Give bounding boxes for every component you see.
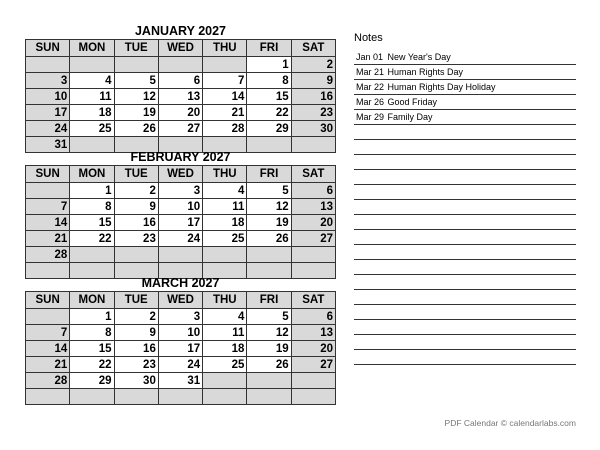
day-cell: 2 xyxy=(114,309,158,325)
empty-day-cell xyxy=(203,57,247,73)
note-line xyxy=(354,185,576,200)
week-row xyxy=(26,105,336,121)
month-title: JANUARY 2027 xyxy=(134,24,226,38)
note-line xyxy=(354,155,576,170)
note-line xyxy=(354,275,576,290)
empty-day-cell xyxy=(158,247,202,263)
day-cell: 15 xyxy=(70,215,114,231)
empty-day-cell xyxy=(70,57,114,73)
empty-day-cell xyxy=(114,247,158,263)
note-line xyxy=(354,200,576,215)
day-cell: 9 xyxy=(114,199,158,215)
day-cell: 4 xyxy=(70,73,114,89)
day-cell: 17 xyxy=(158,341,202,357)
day-cell: 14 xyxy=(26,341,70,357)
empty-day-cell xyxy=(26,57,70,73)
empty-day-cell xyxy=(291,373,335,389)
empty-day-cell xyxy=(203,389,247,405)
day-cell: 1 xyxy=(247,57,291,73)
day-cell: 7 xyxy=(203,73,247,89)
week-row xyxy=(26,325,336,341)
weekday-header: TUE xyxy=(114,40,158,57)
day-cell: 24 xyxy=(158,231,202,247)
day-cell: 26 xyxy=(247,357,291,373)
day-cell: 18 xyxy=(70,105,114,121)
day-cell: 22 xyxy=(247,105,291,121)
day-cell: 16 xyxy=(114,215,158,231)
notes-title: Notes xyxy=(354,32,383,44)
weekday-header: FRI xyxy=(247,40,291,57)
week-row xyxy=(26,389,336,405)
note-text: Human Rights Day Holiday xyxy=(387,82,496,92)
day-cell: 8 xyxy=(70,199,114,215)
weekday-header: SAT xyxy=(291,166,335,183)
day-cell: 21 xyxy=(26,357,70,373)
day-cell: 15 xyxy=(247,89,291,105)
weekday-header: FRI xyxy=(247,166,291,183)
weekday-header: SUN xyxy=(26,40,70,57)
empty-day-cell xyxy=(26,309,70,325)
week-row xyxy=(26,231,336,247)
note-line xyxy=(354,290,576,305)
day-cell: 23 xyxy=(114,357,158,373)
day-cell: 10 xyxy=(158,199,202,215)
note-line xyxy=(354,350,576,365)
day-cell: 28 xyxy=(26,373,70,389)
day-cell: 9 xyxy=(114,325,158,341)
note-date: Mar 29 xyxy=(356,112,385,122)
note-line xyxy=(354,140,576,155)
week-row xyxy=(26,341,336,357)
empty-day-cell xyxy=(158,389,202,405)
day-cell: 12 xyxy=(114,89,158,105)
note-line xyxy=(354,65,576,80)
day-cell: 8 xyxy=(70,325,114,341)
empty-day-cell xyxy=(114,389,158,405)
day-cell: 18 xyxy=(203,215,247,231)
day-cell: 13 xyxy=(158,89,202,105)
weekday-header: SUN xyxy=(26,166,70,183)
weekday-header: MON xyxy=(70,40,114,57)
note-line xyxy=(354,320,576,335)
day-cell: 20 xyxy=(291,215,335,231)
day-cell: 23 xyxy=(291,105,335,121)
day-cell: 11 xyxy=(70,89,114,105)
note-line xyxy=(354,110,576,125)
week-row xyxy=(26,357,336,373)
day-cell: 7 xyxy=(26,199,70,215)
note-line xyxy=(354,50,576,65)
weekday-header: WED xyxy=(158,166,202,183)
day-cell: 25 xyxy=(203,357,247,373)
day-cell: 27 xyxy=(158,121,202,137)
empty-day-cell xyxy=(247,247,291,263)
month-title: FEBRUARY 2027 xyxy=(130,150,231,164)
day-cell: 11 xyxy=(203,325,247,341)
day-cell: 21 xyxy=(26,231,70,247)
day-cell: 10 xyxy=(158,325,202,341)
note-text: Human Rights Day xyxy=(387,67,464,77)
day-cell: 10 xyxy=(26,89,70,105)
note-line xyxy=(354,260,576,275)
empty-day-cell xyxy=(247,389,291,405)
day-cell: 27 xyxy=(291,231,335,247)
note-date: Mar 22 xyxy=(356,82,385,92)
weekday-header: TUE xyxy=(114,166,158,183)
day-cell: 11 xyxy=(203,199,247,215)
note-text: New Year's Day xyxy=(387,52,451,62)
footer-credit: PDF Calendar © calendarlabs.com xyxy=(444,418,576,428)
day-cell: 4 xyxy=(203,183,247,199)
day-cell: 25 xyxy=(70,121,114,137)
day-cell: 14 xyxy=(203,89,247,105)
week-row xyxy=(26,309,336,325)
day-cell: 6 xyxy=(291,183,335,199)
day-cell: 27 xyxy=(291,357,335,373)
weekday-header: SUN xyxy=(26,292,70,309)
week-row xyxy=(26,121,336,137)
note-line xyxy=(354,305,576,320)
day-cell: 5 xyxy=(247,309,291,325)
day-cell: 8 xyxy=(247,73,291,89)
week-row xyxy=(26,73,336,89)
weekday-header: MON xyxy=(70,292,114,309)
note-date: Jan 01 xyxy=(356,52,384,62)
day-cell: 12 xyxy=(247,325,291,341)
calendar-month-february xyxy=(25,150,336,279)
empty-day-cell xyxy=(291,247,335,263)
note-line xyxy=(354,230,576,245)
note-line xyxy=(354,170,576,185)
day-cell: 3 xyxy=(158,309,202,325)
note-line xyxy=(354,245,576,260)
day-cell: 28 xyxy=(26,247,70,263)
day-cell: 13 xyxy=(291,325,335,341)
day-cell: 14 xyxy=(26,215,70,231)
day-cell: 19 xyxy=(114,105,158,121)
empty-day-cell xyxy=(203,373,247,389)
day-cell: 31 xyxy=(26,137,70,153)
weekday-header: WED xyxy=(158,292,202,309)
day-cell: 22 xyxy=(70,357,114,373)
empty-day-cell xyxy=(158,57,202,73)
month-grid xyxy=(25,291,336,405)
day-cell: 20 xyxy=(291,341,335,357)
day-cell: 19 xyxy=(247,341,291,357)
day-cell: 20 xyxy=(158,105,202,121)
weekday-header: MON xyxy=(70,166,114,183)
empty-day-cell xyxy=(114,57,158,73)
note-line xyxy=(354,215,576,230)
day-cell: 16 xyxy=(114,341,158,357)
calendar-month-march xyxy=(25,276,336,405)
day-cell: 1 xyxy=(70,309,114,325)
day-cell: 29 xyxy=(70,373,114,389)
note-line xyxy=(354,125,576,140)
day-cell: 13 xyxy=(291,199,335,215)
day-cell: 5 xyxy=(114,73,158,89)
day-cell: 30 xyxy=(291,121,335,137)
calendar-month-january xyxy=(25,24,336,153)
empty-day-cell xyxy=(70,389,114,405)
week-row xyxy=(26,247,336,263)
week-row xyxy=(26,199,336,215)
day-cell: 22 xyxy=(70,231,114,247)
weekday-header: TUE xyxy=(114,292,158,309)
weekday-header: SAT xyxy=(291,40,335,57)
month-grid xyxy=(25,165,336,279)
weekday-header: THU xyxy=(203,292,247,309)
note-line xyxy=(354,335,576,350)
day-cell: 9 xyxy=(291,73,335,89)
week-row xyxy=(26,57,336,73)
day-cell: 2 xyxy=(291,57,335,73)
day-cell: 5 xyxy=(247,183,291,199)
day-cell: 30 xyxy=(114,373,158,389)
week-row xyxy=(26,89,336,105)
weekday-header: SAT xyxy=(291,292,335,309)
day-cell: 1 xyxy=(70,183,114,199)
day-cell: 29 xyxy=(247,121,291,137)
day-cell: 24 xyxy=(26,121,70,137)
weekday-header: THU xyxy=(203,166,247,183)
note-line xyxy=(354,80,576,95)
day-cell: 4 xyxy=(203,309,247,325)
note-date: Mar 26 xyxy=(356,97,385,107)
day-cell: 18 xyxy=(203,341,247,357)
week-row xyxy=(26,183,336,199)
day-cell: 15 xyxy=(70,341,114,357)
day-cell: 26 xyxy=(247,231,291,247)
day-cell: 17 xyxy=(158,215,202,231)
day-cell: 19 xyxy=(247,215,291,231)
weekday-header: WED xyxy=(158,40,202,57)
day-cell: 12 xyxy=(247,199,291,215)
note-date: Mar 21 xyxy=(356,67,385,77)
day-cell: 31 xyxy=(158,373,202,389)
day-cell: 7 xyxy=(26,325,70,341)
day-cell: 23 xyxy=(114,231,158,247)
day-cell: 17 xyxy=(26,105,70,121)
day-cell: 24 xyxy=(158,357,202,373)
notes-panel xyxy=(354,30,576,365)
weekday-header: THU xyxy=(203,40,247,57)
month-title: MARCH 2027 xyxy=(141,276,220,290)
empty-day-cell xyxy=(291,389,335,405)
weekday-header: FRI xyxy=(247,292,291,309)
week-row xyxy=(26,215,336,231)
empty-day-cell xyxy=(70,247,114,263)
empty-day-cell xyxy=(247,373,291,389)
day-cell: 16 xyxy=(291,89,335,105)
week-row xyxy=(26,373,336,389)
day-cell: 21 xyxy=(203,105,247,121)
day-cell: 3 xyxy=(158,183,202,199)
day-cell: 6 xyxy=(158,73,202,89)
month-grid xyxy=(25,39,336,153)
note-text: Good Friday xyxy=(387,97,438,107)
empty-day-cell xyxy=(26,183,70,199)
day-cell: 25 xyxy=(203,231,247,247)
notes-lines xyxy=(354,50,576,365)
day-cell: 3 xyxy=(26,73,70,89)
empty-day-cell xyxy=(203,247,247,263)
empty-day-cell xyxy=(26,389,70,405)
day-cell: 28 xyxy=(203,121,247,137)
day-cell: 6 xyxy=(291,309,335,325)
day-cell: 2 xyxy=(114,183,158,199)
day-cell: 26 xyxy=(114,121,158,137)
note-line xyxy=(354,95,576,110)
note-text: Family Day xyxy=(387,112,433,122)
